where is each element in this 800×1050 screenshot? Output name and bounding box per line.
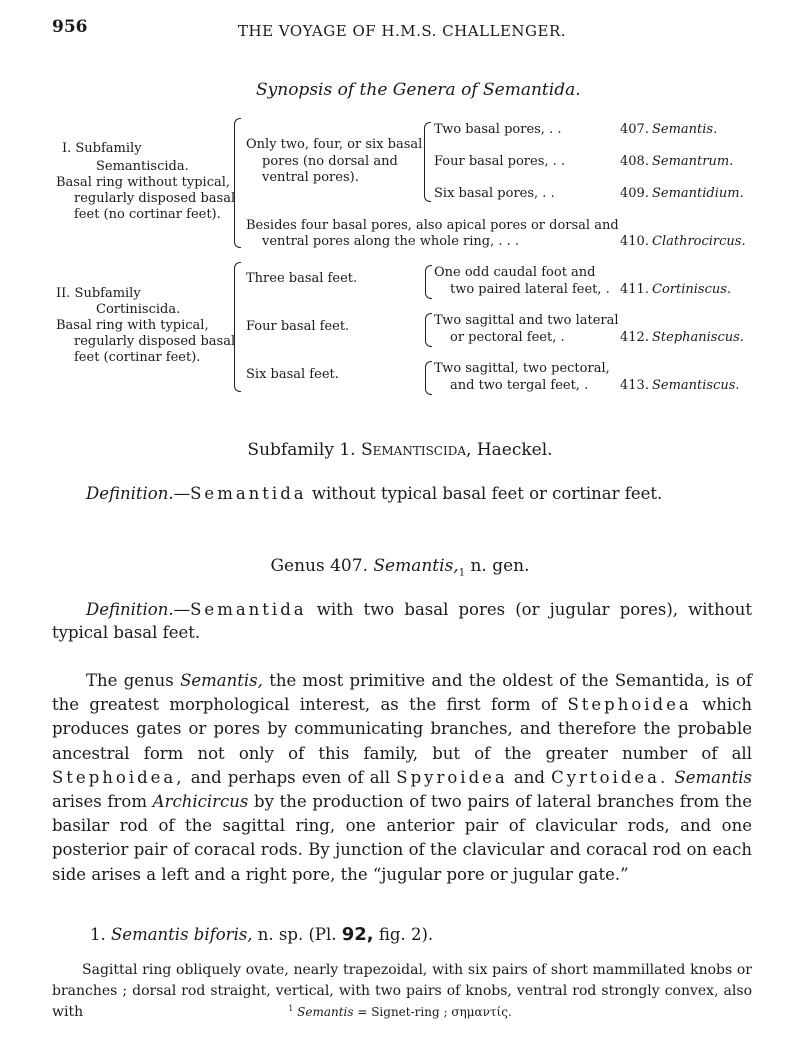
para-text-7: arises from: [52, 792, 153, 812]
group1-line2: pores (no dorsal and: [262, 154, 398, 169]
subfamily2-name: II. Subfamily: [56, 286, 141, 301]
group1-line1: Only two, four, or six basal: [246, 137, 423, 152]
para-spaced-2: Stephoidea,: [52, 767, 185, 787]
genus-heading-name: Semantis,: [373, 556, 459, 576]
row-411-num: 411.: [620, 282, 649, 297]
footnote-marker: 1: [288, 1004, 294, 1013]
row-407-desc: Two basal pores, . .: [434, 122, 562, 137]
row-412-feet: Four basal feet.: [246, 319, 350, 334]
row-413-desc2: and two tergal feet, .: [450, 378, 589, 393]
row-413-desc1: Two sagittal, two pectoral,: [434, 361, 610, 376]
group2-line1: Besides four basal pores, also apical pores or dorsal and: [246, 218, 619, 233]
row-409-desc: Six basal pores, . .: [434, 186, 555, 201]
page-number: 956: [52, 17, 88, 37]
subfamily2-desc3: feet (cortinar feet).: [74, 350, 201, 365]
row-411-desc1: One odd caudal foot and: [434, 265, 596, 280]
subfamily2-desc2: regularly disposed basal: [74, 334, 236, 349]
brace-413: [425, 361, 432, 395]
para-italic-3: Archicircus: [152, 792, 249, 812]
para-text-2: the most primitive and the oldest of the Semantida, is of the greatest morphological interest, as the first form of: [52, 671, 752, 715]
subfamily1-desc2: regularly disposed basal: [74, 191, 236, 206]
row-411-desc2: two paired lateral feet, .: [450, 282, 610, 297]
subfamily1-desc3: feet (no cortinar feet).: [74, 207, 221, 222]
definition-spaced: Semantida: [190, 484, 307, 503]
row-411-genus: Cortiniscus.: [652, 282, 732, 297]
subfamily2-desc1: Basal ring with typical,: [56, 318, 209, 333]
subfamily-heading-author: , Haeckel.: [466, 440, 553, 460]
species-name: Semantis biforis,: [111, 925, 253, 944]
row-412-genus: Stephaniscus.: [652, 330, 744, 345]
row-408-num: 408.: [620, 154, 649, 169]
definition2-label: Definition.: [86, 600, 174, 619]
genus-footnote-marker: 1: [458, 567, 466, 579]
para-italic-1: Semantis,: [180, 671, 263, 690]
group2-line2: ventral pores along the whole ring, . . .: [262, 234, 520, 249]
para-text-4: and perhaps even of all: [184, 767, 397, 787]
subfamily1-desc1: Basal ring without typical,: [56, 175, 231, 190]
row-413-genus: Semantiscus.: [652, 378, 740, 393]
definition-dash: —: [173, 484, 191, 503]
definition2-spaced: Semantida: [190, 600, 307, 619]
running-head: THE VOYAGE OF H.M.S. CHALLENGER.: [238, 22, 567, 40]
subfamily2-name2: Cortiniscida.: [96, 302, 181, 317]
brace-group1: [424, 122, 431, 202]
row-412-num: 412.: [620, 330, 649, 345]
brace-subfamily2: [234, 262, 241, 392]
para-text-1: The genus: [86, 671, 181, 690]
row-407-genus: Semantis.: [652, 122, 718, 137]
row-410-genus: Clathrocircus.: [652, 234, 746, 249]
row-407-num: 407.: [620, 122, 649, 137]
group1-line3: ventral pores).: [262, 170, 359, 185]
subfamily-heading: [0, 440, 800, 460]
brace-411: [425, 265, 432, 299]
subfamily1-name: I. Subfamily: [62, 141, 142, 156]
genus-heading-prefix: Genus 407.: [270, 556, 368, 576]
subfamily-heading-prefix: Subfamily 1.: [247, 440, 356, 460]
subfamily1-name2: Semantiscida.: [96, 159, 189, 174]
definition2-text: with two basal pores (or jugular pores), without typical basal feet.: [52, 600, 752, 642]
para-italic-2: Semantis: [674, 767, 752, 787]
footnote: [0, 1004, 800, 1019]
synopsis-title: Synopsis of the Genera of Semantida.: [256, 80, 581, 100]
footnote-name: Semantis: [297, 1005, 354, 1019]
species-fig: fig. 2).: [373, 925, 434, 944]
row-409-genus: Semantidium.: [652, 186, 744, 201]
para-spaced-1: Stephoidea: [567, 695, 692, 715]
species-num: 1.: [90, 925, 106, 944]
row-411-feet: Three basal feet.: [246, 271, 358, 286]
brace-412: [425, 313, 432, 347]
para-text-5: and: [507, 767, 552, 787]
para-spaced-4: Cyrtoidea.: [551, 767, 669, 787]
footnote-text: = Signet-ring ; σημαντίς.: [353, 1005, 512, 1019]
species-heading: [90, 924, 433, 945]
row-408-genus: Semantrum.: [652, 154, 734, 169]
para-text-3: which produces gates or pores by communicating branches, and therefore the probable ancestral form not only of this family, but of the greater number of all: [52, 695, 753, 763]
definition-subfamily: [86, 482, 756, 505]
definition2-dash: —: [173, 600, 191, 619]
genus-heading-suffix: n. gen.: [465, 556, 530, 576]
row-408-desc: Four basal pores, . .: [434, 154, 566, 169]
definition-text: without typical basal feet or cortinar feet.: [306, 484, 663, 503]
row-409-num: 409.: [620, 186, 649, 201]
row-413-num: 413.: [620, 378, 649, 393]
definition-label: Definition.: [86, 484, 174, 503]
row-413-feet: Six basal feet.: [246, 367, 339, 382]
species-plate: 92,: [341, 924, 374, 945]
genus-heading: [0, 556, 800, 578]
species-sp: n. sp. (Pl.: [252, 925, 342, 944]
species-description: Sagittal ring obliquely ovate, nearly trapezoidal, with six pairs of short mammillated knobs or branches ; dorsal rod straight, vertical, with two pairs of knobs, ventral rod strongly convex, also with: [52, 962, 752, 1020]
para-spaced-3: Spyroidea: [396, 767, 508, 787]
genus-description-paragraph: [52, 669, 752, 887]
row-410-num: 410.: [620, 234, 649, 249]
subfamily-heading-name: Semantiscida: [360, 440, 467, 460]
definition-genus: [52, 598, 752, 644]
brace-subfamily1: [234, 118, 241, 248]
row-412-desc2: or pectoral feet, .: [450, 330, 565, 345]
para-text-8: by the production of two pairs of lateral branches from the basilar rod of the sagittal ring, one anterior pair of clavicular rods, and one posterior pair of coracal rods. By junction of the clavicular and coracal rod on each side arises a left and a right pore, the “jugular pore or jugular gate.”: [52, 792, 753, 884]
row-412-desc1: Two sagittal and two lateral: [434, 313, 619, 328]
